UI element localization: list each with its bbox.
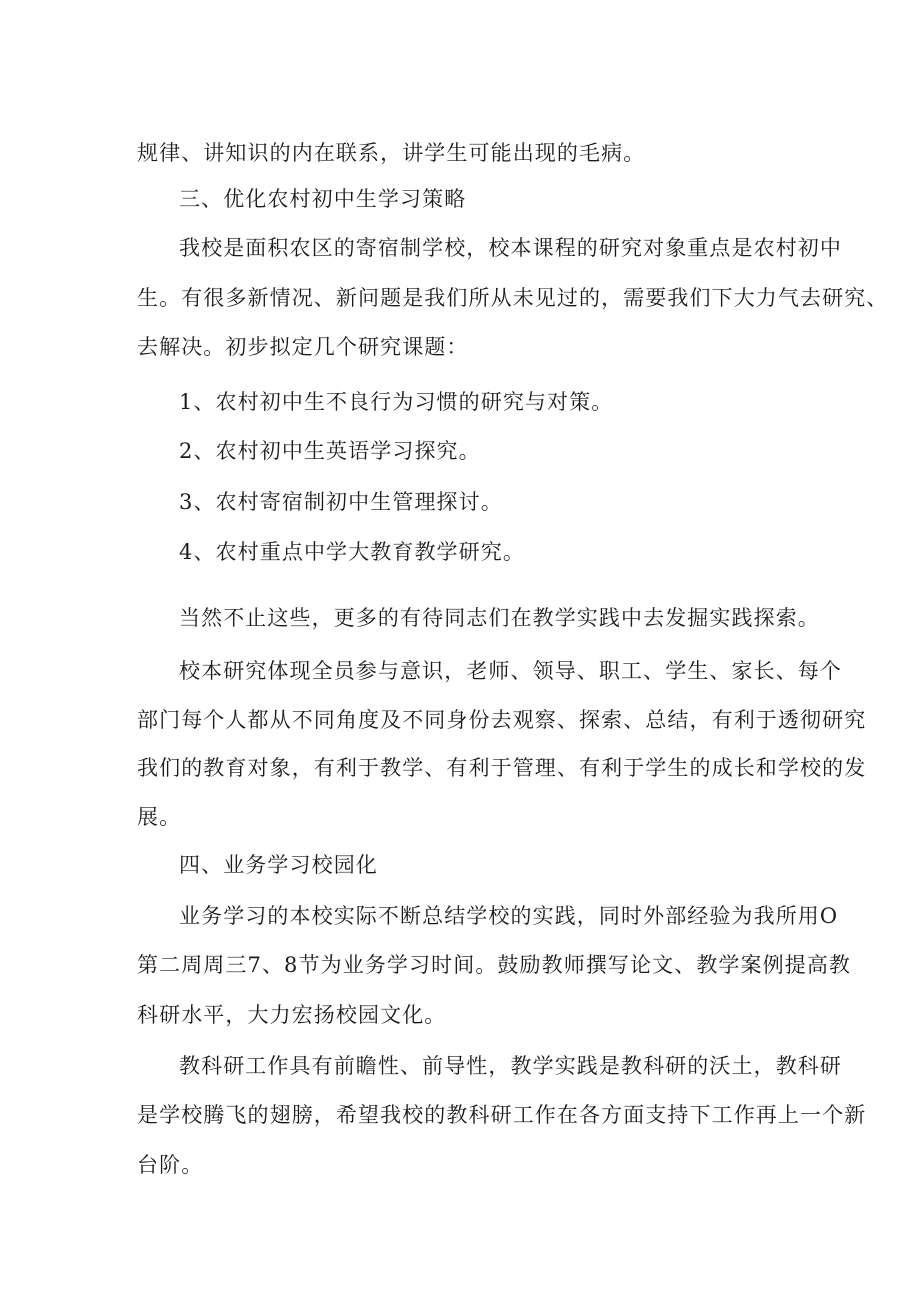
paragraph-a-tail: 规律、讲知识的内在联系，讲学生可能出现的毛病。 bbox=[137, 141, 646, 165]
section-heading-4: 四、业务学习校园化 bbox=[179, 853, 378, 877]
topic-item-1: 1、农村初中生不良行为习惯的研究与对策。 bbox=[179, 390, 614, 414]
paragraph-d-line-2: 部门每个人都从不同角度及不同身份去观察、探索、总结，有利于透彻研究 bbox=[137, 708, 867, 732]
paragraph-f-line-3: 台阶。 bbox=[137, 1153, 204, 1177]
paragraph-f-line-2: 是学校腾飞的翅膀，希望我校的教科研工作在各方面支持下工作再上一个新 bbox=[137, 1103, 867, 1127]
paragraph-b-line-2: 生。有很多新情况、新问题是我们所从未见过的，需要我们下大力气去研究、 bbox=[137, 286, 889, 310]
section-heading-3: 三、优化农村初中生学习策略 bbox=[179, 187, 467, 211]
topic-item-3: 3、农村寄宿制初中生管理探讨。 bbox=[179, 490, 503, 514]
paragraph-e-line-1: 业务学习的本校实际不断总结学校的实践，同时外部经验为我所用O bbox=[179, 904, 839, 928]
paragraph-b-line-1: 我校是面积农区的寄宿制学校，校本课程的研究对象重点是农村初中 bbox=[179, 236, 842, 260]
paragraph-e-line-3: 科研水平，大力宏扬校园文化。 bbox=[137, 1003, 447, 1027]
topic-item-4: 4、农村重点中学大教育教学研究。 bbox=[179, 540, 525, 564]
paragraph-b-line-3: 去解决。初步拟定几个研究课题： bbox=[137, 335, 469, 359]
paragraph-d-line-1: 校本研究体现全员参与意识，老师、领导、职工、学生、家长、每个 bbox=[179, 659, 842, 683]
paragraph-d-line-3: 我们的教育对象，有利于教学、有利于管理、有利于学生的成长和学校的发 bbox=[137, 756, 867, 780]
paragraph-d-line-4: 展。 bbox=[137, 805, 182, 829]
topic-item-2: 2、农村初中生英语学习探究。 bbox=[179, 439, 481, 463]
paragraph-f-line-1: 教科研工作具有前瞻性、前导性，教学实践是教科研的沃土，教科研 bbox=[179, 1054, 842, 1078]
paragraph-e-line-2: 第二周周三7、8节为业务学习时间。鼓励教师撰写论文、教学案例提高教 bbox=[137, 953, 852, 977]
paragraph-c: 当然不止这些，更多的有待同志们在教学实践中去发掘实践探索。 bbox=[179, 606, 820, 630]
